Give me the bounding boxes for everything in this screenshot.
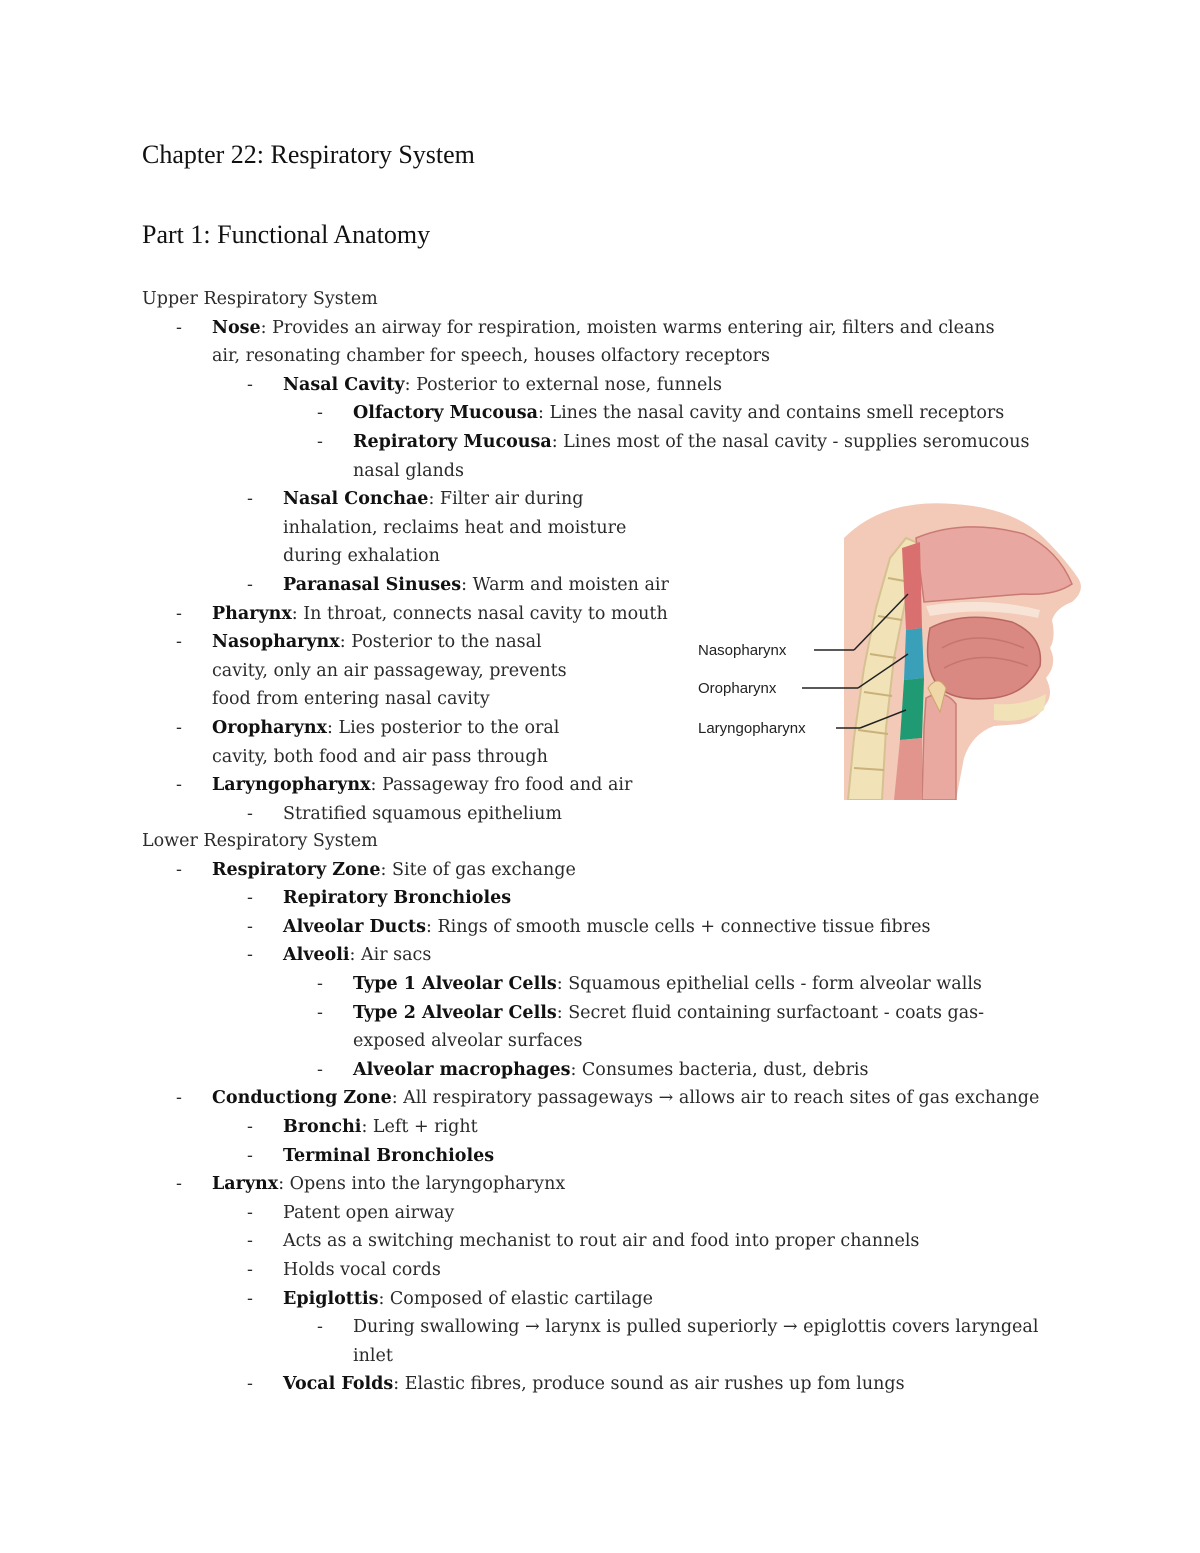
section-heading: Lower Respiratory System	[142, 831, 378, 851]
nasal-cavity-tissue	[916, 527, 1072, 602]
list-item: - Terminal Bronchioles	[247, 1145, 495, 1166]
list-item: - Alveolar macrophages: Consumes bacteria, dust, debris	[317, 1059, 869, 1080]
section-heading: Upper Respiratory System	[142, 289, 378, 309]
list-item: - Pharynx: In throat, connects nasal cavity to mouth	[176, 603, 668, 624]
list-item: - Vocal Folds: Elastic fibres, produce sound as air rushes up fom lungs	[247, 1374, 905, 1395]
lower-respiratory-section	[142, 827, 1062, 1399]
oropharynx-label: Oropharynx	[698, 680, 777, 697]
list-item: - During swallowing → larynx is pulled superiorly → epiglottis covers laryngeal inlet	[317, 1317, 1039, 1366]
list-item: - Repiratory Bronchioles	[247, 888, 512, 909]
list-item: - Oropharynx: Lies posterior to the oral cavity, both food and air pass through	[176, 717, 560, 767]
list-item: - Patent open airway	[247, 1202, 455, 1223]
head-sagittal-illustration	[694, 498, 1086, 800]
chapter-title: Chapter 22: Respiratory System	[142, 140, 475, 169]
list-item: - Respiratory Zone: Site of gas exchange	[176, 859, 576, 880]
nasopharynx-label: Nasopharynx	[698, 642, 787, 659]
list-item: - Nasopharynx: Posterior to the nasal cavity, only an air passageway, prevents food from entering nasal cavity	[176, 632, 567, 710]
list-item: - Larynx: Opens into the laryngopharynx	[176, 1174, 566, 1195]
list-item: - Repiratory Mucousa: Lines most of the nasal cavity - supplies seromucous nasal glands	[317, 431, 1030, 481]
laryngopharynx-region	[900, 678, 924, 740]
list-item: - Alveoli: Air sacs	[247, 945, 432, 966]
list-item: - Paranasal Sinuses: Warm and moisten air	[247, 574, 669, 595]
list-item: - Nasal Conchae: Filter air during inhalation, reclaims heat and moisture during exhalation	[247, 489, 627, 567]
list-item: - Acts as a switching mechanist to rout air and food into proper channels	[247, 1231, 920, 1252]
list-item: - Type 1 Alveolar Cells: Squamous epithelial cells - form alveolar walls	[317, 973, 982, 994]
part-title: Part 1: Functional Anatomy	[142, 220, 431, 249]
pharynx-anatomy-figure	[694, 498, 1086, 800]
list-item: - Nose: Provides an airway for respiration, moisten warms entering air, filters and cleans air, resonating chamber for speech, houses olfactory receptors	[176, 317, 995, 367]
list-item: - Bronchi: Left + right	[247, 1116, 478, 1137]
list-item: - Nasal Cavity: Posterior to external nose, funnels	[247, 374, 722, 395]
list-item: - Holds vocal cords	[247, 1259, 441, 1280]
list-item: - Conductiong Zone: All respiratory passageways → allows air to reach sites of gas exchange	[176, 1088, 1040, 1109]
list-item: - Olfactory Mucousa: Lines the nasal cavity and contains smell receptors	[317, 403, 1005, 424]
list-item: - Epiglottis: Composed of elastic cartilage	[247, 1288, 654, 1309]
list-item: - Stratified squamous epithelium	[247, 803, 562, 824]
list-item: - Alveolar Ducts: Rings of smooth muscle cells + connective tissue fibres	[247, 916, 931, 937]
laryngopharynx-label: Laryngopharynx	[698, 720, 806, 737]
list-item: - Type 2 Alveolar Cells: Secret fluid containing surfactoant - coats gas-exposed alveolar surfaces	[317, 1002, 985, 1052]
list-item: - Laryngopharynx: Passageway fro food and air	[176, 775, 633, 796]
